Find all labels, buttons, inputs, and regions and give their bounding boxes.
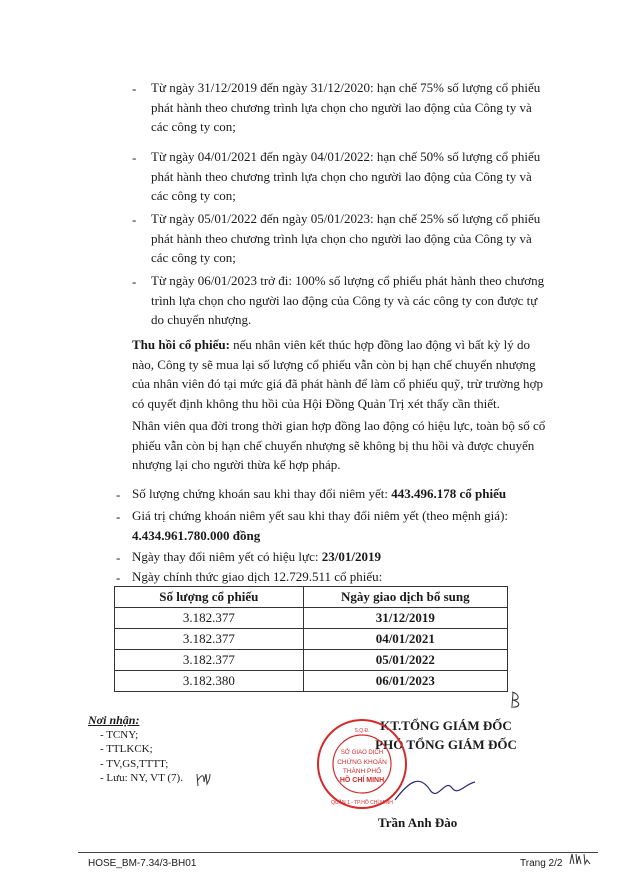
listed-shares: Số lượng chứng khoán sau khi thay đổi niêm yết: 443.496.178 cổ phiếu (132, 486, 507, 501)
svg-text:S.Q.Đ.: S.Q.Đ. (354, 728, 370, 734)
additional-trading-table (114, 586, 508, 692)
initials-mark (509, 690, 525, 710)
recipients-block (88, 713, 183, 786)
bullet: - (116, 509, 121, 524)
svg-text:HỒ CHÍ MINH: HỒ CHÍ MINH (339, 777, 385, 784)
restriction-item: Từ ngày 05/01/2022 đến ngày 05/01/2023: hạn chế 25% số lượng cổ phiếu phát hành theo chương trình lựa chọn cho người lao động của Công ty và các công ty con; (151, 211, 541, 265)
bullet: - (116, 570, 121, 585)
svg-text:CHỨNG KHOÁN: CHỨNG KHOÁN (337, 759, 387, 766)
recipient-item: - TV,GS,TTTT; (100, 757, 169, 770)
col-header-quantity: Số lượng cổ phiếu (115, 587, 304, 608)
page-number: Trang 2/2 (520, 858, 563, 869)
recall-paragraph: Thu hồi cổ phiếu: nếu nhân viên kết thúc hợp đồng lao động vì bất kỳ lý do nào, Công ty sẽ mua lại số lượng cổ phiếu vẫn còn bị hạn chế chuyển nhượng của nhân viên đó tại mức giá đã phát hành để làm cổ phiếu quỹ, trừ trường hợp có quyết định không thu hồi của Hội Đồng Quản Trị xét thấy cần thiết. (132, 337, 544, 411)
initials-mark (568, 852, 594, 868)
footer-divider (78, 852, 598, 853)
cell-quantity: 3.182.377 (115, 650, 304, 671)
signer-name: Trần Anh Đào (378, 815, 458, 830)
restriction-item: Từ ngày 04/01/2021 đến ngày 04/01/2022: hạn chế 50% số lượng cổ phiếu phát hành theo chương trình lựa chọn cho người lao động của Công ty và các công ty con; (151, 149, 541, 203)
recipient-item: - TTLKCK; (100, 743, 153, 755)
recipient-item: - Lưu: NY, VT (7). (100, 772, 183, 784)
inheritance-paragraph: Nhân viên qua đời trong thời gian hợp đồng lao động có hiệu lực, toàn bộ số cổ phiếu vẫn còn bị hạn chế chuyển nhượng sẽ không bị thu hồi và được chuyển nhượng lại cho người thừa kế hợp pháp. (132, 418, 546, 472)
table-row (115, 650, 508, 671)
col-header-date: Ngày giao dịch bổ sung (303, 587, 507, 608)
effective-date: Ngày thay đổi niêm yết có hiệu lực: 23/01/2019 (132, 549, 381, 564)
recipients-title: Nơi nhận: (88, 713, 140, 727)
signature-title: KT.TỔNG GIÁM ĐỐC PHÓ TỔNG GIÁM ĐỐC (375, 718, 517, 752)
bullet: - (132, 274, 137, 289)
cell-date: 05/01/2022 (303, 650, 507, 671)
initials-mark (194, 770, 212, 790)
cell-quantity: 3.182.380 (115, 671, 304, 692)
bullet: - (116, 550, 121, 565)
cell-date: 31/12/2019 (303, 608, 507, 629)
cell-date: 04/01/2021 (303, 629, 507, 650)
svg-text:THÀNH PHỐ: THÀNH PHỐ (342, 768, 382, 775)
bullet: - (132, 150, 137, 165)
trading-date-label: Ngày chính thức giao dịch 12.729.511 cổ phiếu: (132, 569, 383, 584)
cell-quantity: 3.182.377 (115, 629, 304, 650)
cell-date: 06/01/2023 (303, 671, 507, 692)
bullet: - (132, 212, 137, 227)
listed-value: Giá trị chứng khoán niêm yết sau khi thay đổi niêm yết (theo mệnh giá): 4.434.961.780.000 đồng (132, 508, 509, 543)
bullet: - (116, 487, 121, 502)
table-row (115, 608, 508, 629)
handwritten-signature (390, 770, 480, 810)
recipient-item: - TCNY; (100, 728, 139, 741)
recall-title: Thu hồi cổ phiếu: (132, 337, 230, 352)
restriction-item: Từ ngày 06/01/2023 trở đi: 100% số lượng cổ phiếu phát hành theo chương trình lựa chọn cho người lao động của Công ty và các công ty con được tự do chuyển nhượng. (151, 273, 545, 327)
cell-quantity: 3.182.377 (115, 608, 304, 629)
restriction-item: Từ ngày 31/12/2019 đến ngày 31/12/2020: hạn chế 75% số lượng cổ phiếu phát hành theo chương trình lựa chọn cho người lao động của Công ty và các công ty con; (151, 80, 541, 134)
svg-text:QUẬN 1 - TP.HỒ CHÍ MINH: QUẬN 1 - TP.HỒ CHÍ MINH (331, 800, 393, 806)
table-row (115, 671, 508, 692)
form-code: HOSE_BM-7.34/3-BH01 (88, 858, 197, 869)
bullet: - (132, 81, 137, 96)
table-row (115, 629, 508, 650)
svg-text:SỞ GIAO DỊCH: SỞ GIAO DỊCH (340, 750, 384, 756)
table-header-row (115, 587, 508, 608)
